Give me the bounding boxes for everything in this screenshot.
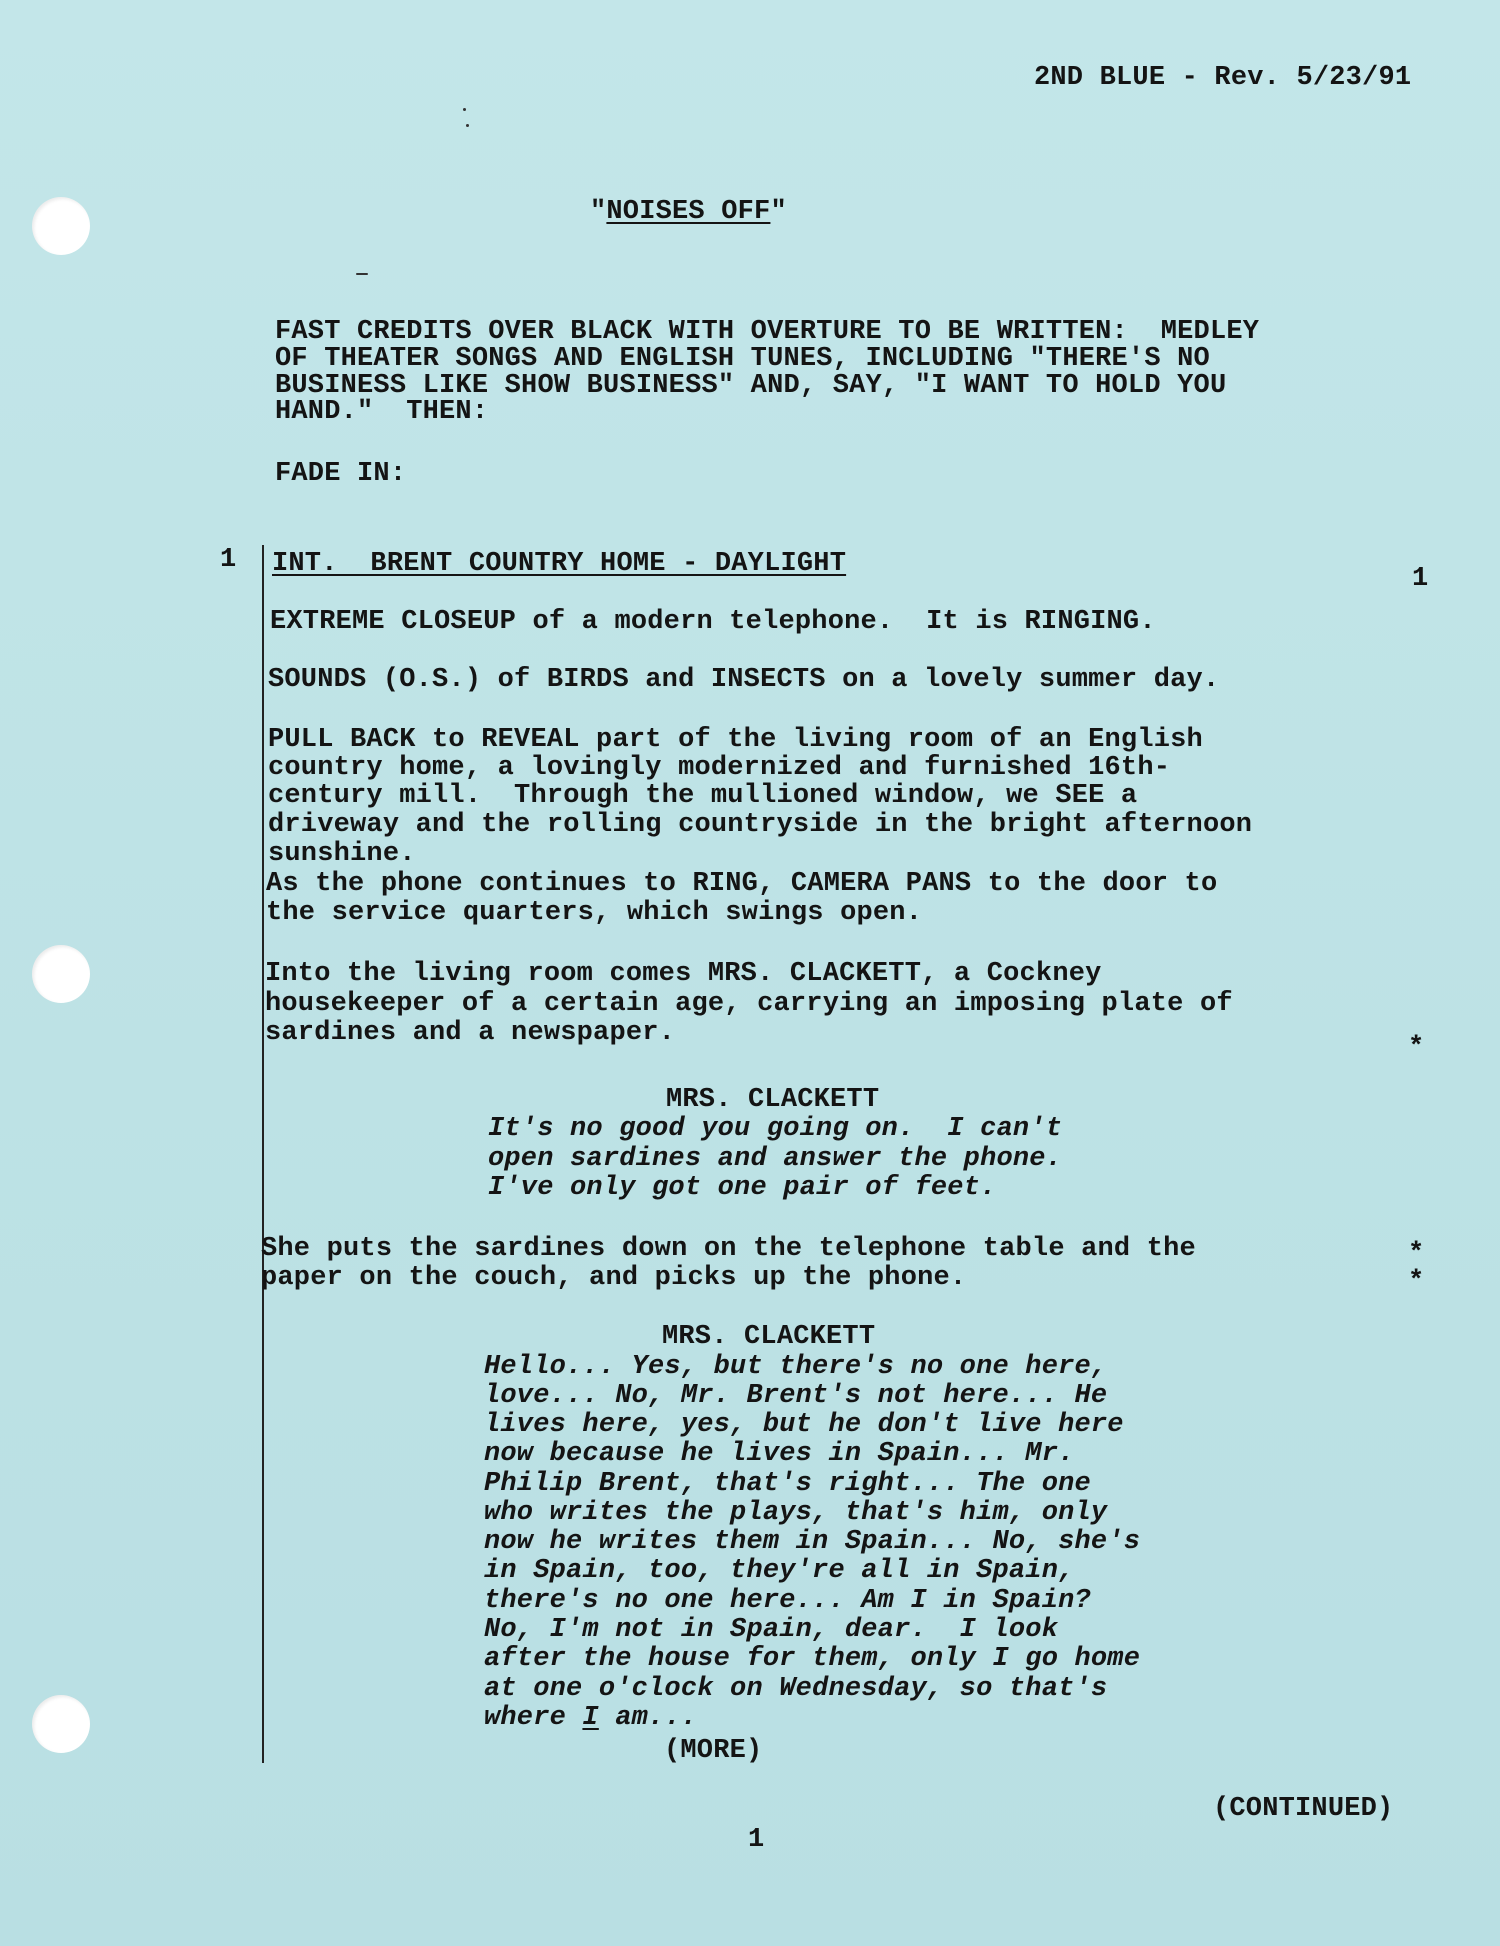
more-marker: (MORE)	[664, 1736, 763, 1766]
action-line: the service quarters, which swings open.	[266, 898, 923, 928]
revision-star: *	[1408, 1267, 1425, 1297]
binder-hole-top	[32, 197, 90, 255]
action-line: country home, a lovingly modernized and furnished 16th-	[268, 753, 1171, 783]
dialogue-line	[484, 1704, 697, 1733]
scene-number-right: 1	[1412, 564, 1429, 594]
scene-number-left: 1	[220, 545, 237, 575]
dialogue-line: in Spain, too, they're all in Spain,	[484, 1556, 1075, 1586]
binder-hole-middle	[32, 945, 90, 1003]
revision-star: *	[1408, 1239, 1425, 1269]
action-line: sunshine.	[268, 839, 416, 869]
fade-in: FADE IN:	[275, 459, 407, 489]
dialogue-line: Philip Brent, that's right... The one	[484, 1469, 1091, 1499]
page-number: 1	[748, 1825, 765, 1855]
dialogue-line: open sardines and answer the phone.	[488, 1144, 1063, 1174]
action-line: housekeeper of a certain age, carrying an imposing plate of	[265, 989, 1233, 1019]
script-title: "NOISES OFF"	[590, 197, 787, 227]
binder-hole-bottom	[32, 1695, 90, 1753]
action-line: SOUNDS (O.S.) of BIRDS and INSECTS on a lovely summer day.	[268, 665, 1220, 695]
character-name: MRS. CLACKETT	[666, 1085, 880, 1115]
script-title-text: NOISES OFF	[606, 197, 771, 227]
dialogue-line: love... No, Mr. Brent's not here... He	[484, 1381, 1108, 1411]
dialogue-text: where	[484, 1703, 583, 1733]
scene-heading: INT. BRENT COUNTRY HOME - DAYLIGHT	[272, 549, 847, 579]
dialogue-line: who writes the plays, that's him, only	[484, 1498, 1108, 1528]
opening-line: FAST CREDITS OVER BLACK WITH OVERTURE TO BE WRITTEN: MEDLEY	[275, 317, 1260, 347]
action-line: EXTREME CLOSEUP of a modern telephone. It is RINGING.	[270, 607, 1156, 637]
paper-speck	[463, 108, 466, 111]
dialogue-line: now because he lives in Spain... Mr.	[484, 1439, 1075, 1469]
opening-line: HAND." THEN:	[275, 397, 489, 427]
dialogue-line: there's no one here... Am I in Spain?	[484, 1586, 1091, 1616]
action-line: sardines and a newspaper.	[265, 1018, 676, 1048]
dialogue-emphasis: I	[582, 1703, 599, 1733]
opening-line: OF THEATER SONGS AND ENGLISH TUNES, INCLUDING "THERE'S NO	[275, 344, 1210, 374]
paper-speck	[356, 273, 368, 275]
continued-marker: (CONTINUED)	[1213, 1794, 1394, 1824]
dialogue-line: now he writes them in Spain... No, she's	[484, 1527, 1141, 1557]
revision-label: 2ND BLUE - Rev. 5/23/91	[1034, 63, 1412, 93]
revision-star: *	[1408, 1033, 1425, 1063]
action-line: paper on the couch, and picks up the phone.	[261, 1263, 967, 1293]
dialogue-line: It's no good you going on. I can't	[488, 1114, 1063, 1144]
dialogue-line: lives here, yes, but he don't live here	[484, 1410, 1124, 1440]
dialogue-line: Hello... Yes, but there's no one here,	[484, 1352, 1108, 1382]
dialogue-line: after the house for them, only I go home	[484, 1644, 1141, 1674]
action-line: driveway and the rolling countryside in the bright afternoon	[268, 810, 1253, 840]
dialogue-line: No, I'm not in Spain, dear. I look	[484, 1615, 1059, 1645]
dialogue-line: at one o'clock on Wednesday, so that's	[484, 1674, 1108, 1704]
paper-speck	[466, 124, 469, 127]
action-line: As the phone continues to RING, CAMERA PANS to the door to	[266, 869, 1218, 899]
action-line: PULL BACK to REVEAL part of the living room of an English	[268, 725, 1203, 755]
action-line: century mill. Through the mullioned window, we SEE a	[268, 781, 1138, 811]
revision-bar	[262, 545, 264, 1763]
dialogue-line: I've only got one pair of feet.	[488, 1173, 997, 1203]
dialogue-text: am...	[598, 1703, 698, 1733]
opening-line: BUSINESS LIKE SHOW BUSINESS" AND, SAY, "I WANT TO HOLD YOU	[275, 371, 1227, 401]
character-name: MRS. CLACKETT	[662, 1322, 876, 1352]
action-line: She puts the sardines down on the telephone table and the	[261, 1234, 1196, 1264]
action-line: Into the living room comes MRS. CLACKETT, a Cockney	[265, 959, 1102, 989]
